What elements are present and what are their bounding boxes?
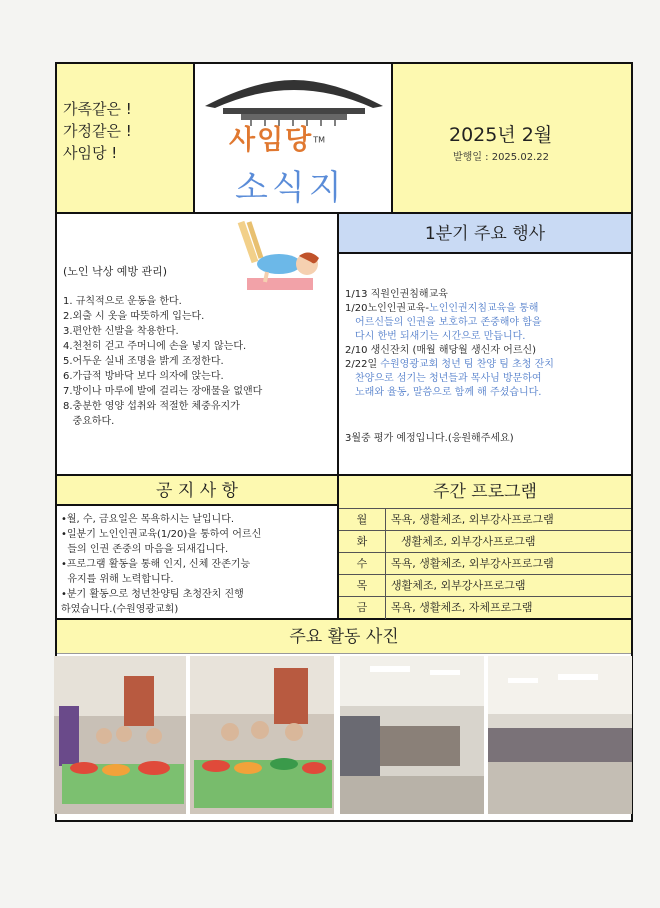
event-line: 1/20노인인권교육-노인인권지침교육을 통해: [345, 303, 539, 314]
notice-line: 유지를 위해 노력합니다.: [61, 574, 174, 585]
events-list: [345, 288, 554, 400]
notice-title: 공 지 사 항: [57, 476, 337, 506]
event-line: 찬양으로 섬기는 청년들과 목사님 방문하여: [355, 373, 542, 384]
notice-line: •월, 수, 금요일은 목욕하시는 날입니다.: [61, 514, 235, 525]
trademark: TM: [313, 135, 326, 145]
programs-title: 주간 프로그램: [339, 476, 631, 508]
notice-line: 하였습니다.(수원영광교회): [61, 604, 179, 615]
table-row: 월 목욕, 생활체조, 외부강사프로그램: [339, 508, 631, 531]
date-box: [393, 64, 631, 214]
photo-strip: [54, 656, 632, 814]
table-row: 수 목욕, 생활체조, 외부강사프로그램: [339, 552, 631, 575]
slogan-line: 가족같은 !: [63, 100, 132, 118]
slogan-box: [57, 64, 195, 214]
party-photo-2: [190, 656, 334, 814]
prevention-list: [63, 294, 262, 429]
list-item: 2.외출 시 옷을 따뜻하게 입는다.: [63, 311, 205, 322]
list-item: 1. 규칙적으로 운동을 한다.: [63, 296, 182, 307]
newsletter-title: 소식지: [235, 168, 346, 208]
notice-list: [61, 512, 261, 617]
event-line: 1/13 직원인권침해교육: [345, 289, 448, 300]
events-box: [339, 214, 631, 476]
issue-month: 2025년 2월: [449, 124, 553, 146]
event-line: 2/10 생신잔치 (매월 해당월 생신자 어르신): [345, 345, 537, 356]
events-note: 3월중 평가 예정입니다.(응원해주세요): [345, 433, 514, 444]
newsletter-page: [55, 62, 633, 822]
event-line: 다시 한번 되새기는 시간으로 만듭니다.: [355, 331, 526, 342]
list-item: 8.충분한 영양 섭취와 적절한 체중유지가: [63, 401, 240, 412]
events-title: 1분기 주요 행사: [339, 214, 631, 254]
table-row: 목 생활체조, 외부강사프로그램: [339, 574, 631, 597]
photos-title: 주요 활동 사진: [57, 620, 631, 654]
party-photo-1: [54, 656, 186, 814]
list-item: 중요하다.: [63, 416, 115, 427]
programs-box: [339, 476, 631, 620]
logo-box: [195, 64, 393, 214]
list-item: 3.편안한 신발을 착용한다.: [63, 326, 179, 337]
notice-line: •분기 활동으로 청년찬양팀 초청잔치 진행: [61, 589, 244, 600]
list-item: 4.천천히 걷고 주머니에 손을 넣지 않는다.: [63, 341, 247, 352]
prevention-box: [57, 214, 339, 476]
table-row: 화 생활체조, 외부강사프로그램: [339, 530, 631, 553]
slogan-line: 사임당 !: [63, 144, 118, 162]
event-line: 어르신들의 인권을 보호하고 존중해야 함을: [355, 317, 542, 328]
hall-photo-2: [488, 656, 632, 814]
brand-name: 사임당: [229, 125, 314, 156]
programs-table: [339, 508, 631, 618]
issue-date: 발행일 : 2025.02.22: [453, 152, 549, 163]
table-row: 금 목욕, 생활체조, 자체프로그램: [339, 596, 631, 619]
list-item: 6.가급적 방바닥 보다 의자에 앉는다.: [63, 371, 224, 382]
notice-line: 들의 인권 존중의 마음을 되새깁니다.: [61, 544, 229, 555]
prevention-heading: (노인 낙상 예방 관리): [63, 265, 168, 278]
notice-line: •프로그램 활동을 통해 인지, 신체 잔존기능: [61, 559, 251, 570]
list-item: 5.어두운 실내 조명을 밝게 조정한다.: [63, 356, 224, 367]
list-item: 7.방이나 마루에 발에 걸리는 장애물을 없앤다: [63, 386, 263, 397]
yoga-figure-icon: [219, 218, 337, 298]
notice-box: [57, 476, 339, 620]
hall-photo-1: [340, 656, 484, 814]
event-line: 2/22일 수원영광교회 청년 팀 찬양 팀 초청 잔치: [345, 359, 554, 370]
slogan-line: 가정같은 !: [63, 122, 132, 140]
event-line: 노래와 율동, 말씀으로 함께 해 주셨습니다.: [355, 387, 542, 398]
brand-logo: [229, 118, 325, 157]
notice-line: •일분기 노인인권교육(1/20)을 통하여 어르신: [61, 529, 262, 540]
